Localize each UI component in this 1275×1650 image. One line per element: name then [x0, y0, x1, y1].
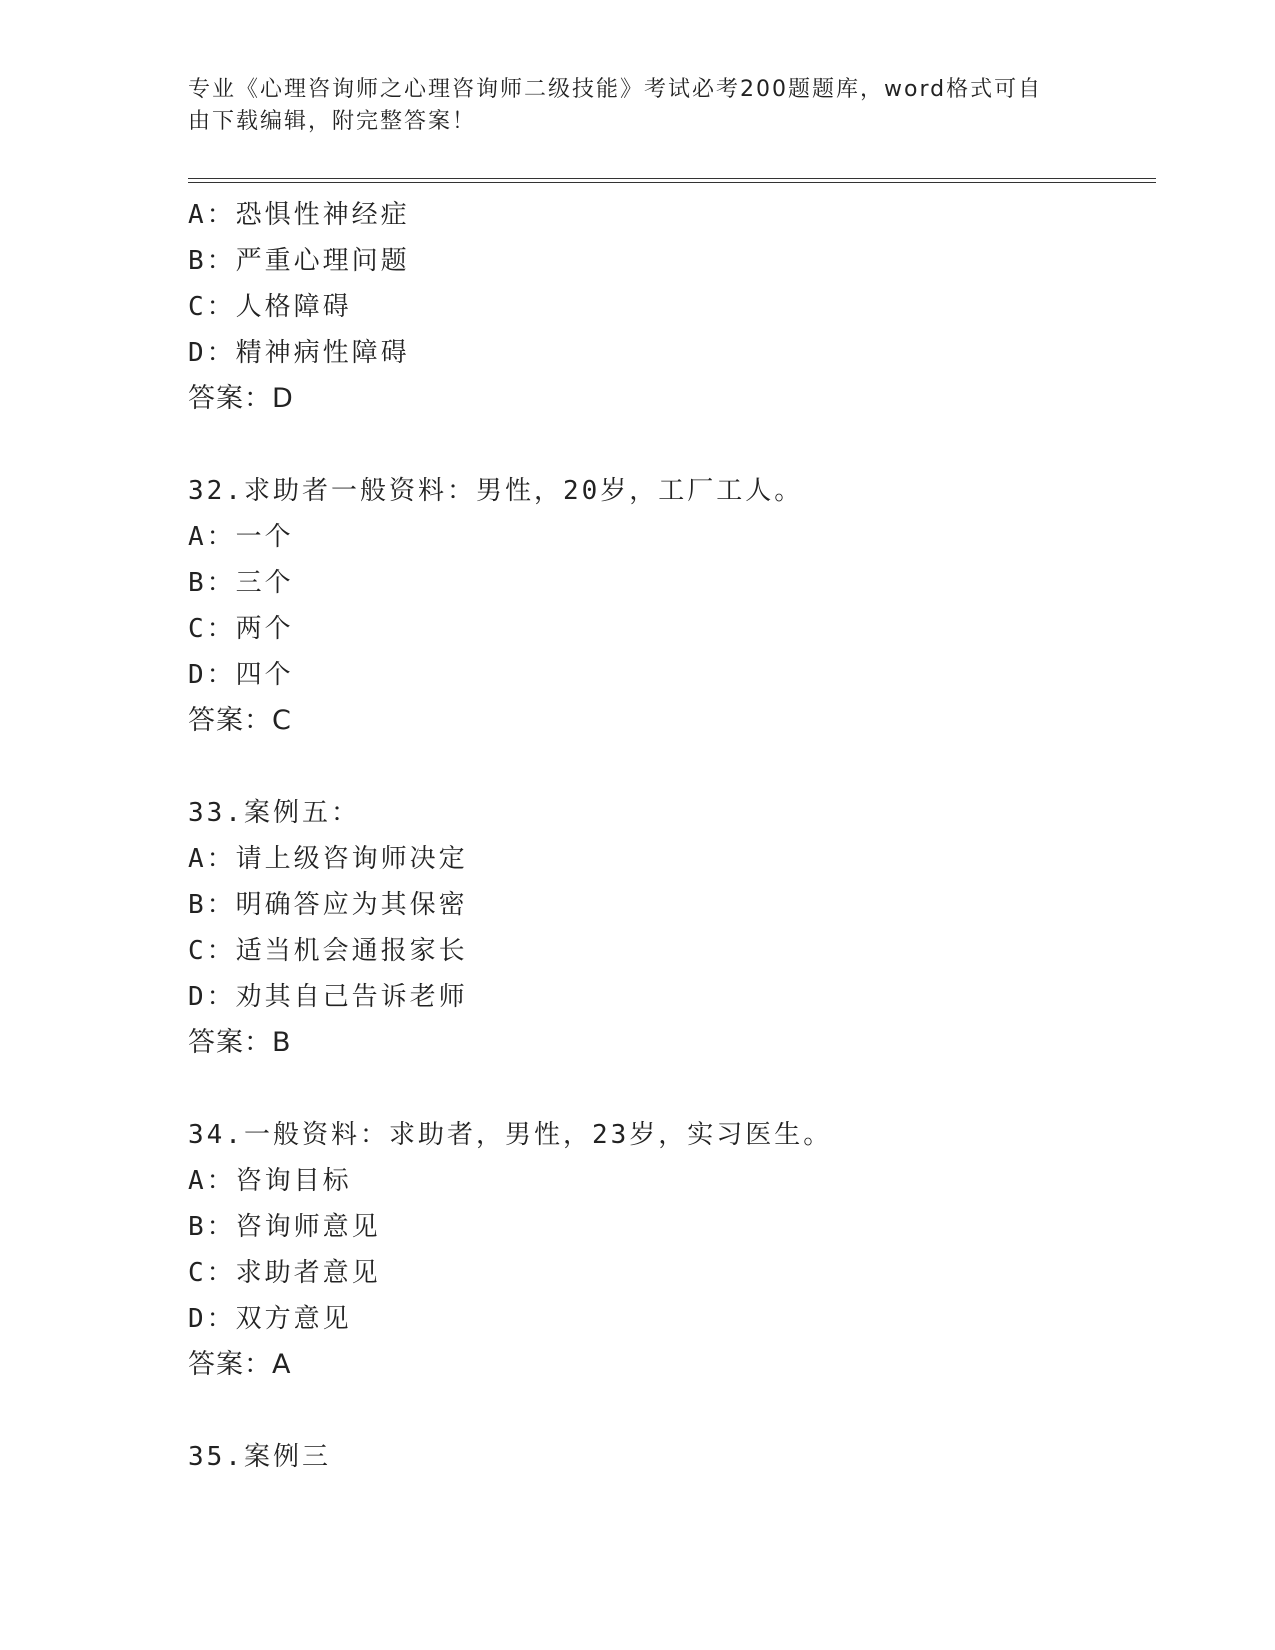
block-spacer — [188, 422, 1156, 468]
question-31-continued — [188, 192, 1156, 422]
option-d: D：劝其自己告诉老师 — [188, 982, 468, 1012]
question-list — [188, 192, 1156, 1480]
block-spacer — [188, 1388, 1156, 1434]
question-text: 32.求助者一般资料：男性，20岁，工厂工人。 — [188, 476, 804, 506]
question-text: 35.案例三 — [188, 1442, 331, 1472]
option-c: C：求助者意见 — [188, 1258, 381, 1288]
option-b: B：明确答应为其保密 — [188, 890, 468, 920]
option-c: C：人格障碍 — [188, 292, 352, 322]
header-divider-top — [188, 178, 1156, 179]
question-text: 34.一般资料：求助者，男性，23岁，实习医生。 — [188, 1120, 833, 1150]
option-d: D：四个 — [188, 660, 294, 690]
option-d: D：精神病性障碍 — [188, 338, 410, 368]
option-a: A：请上级咨询师决定 — [188, 844, 468, 874]
question-33 — [188, 790, 1156, 1066]
question-35 — [188, 1434, 1156, 1480]
option-d: D：双方意见 — [188, 1304, 352, 1334]
option-a: A：恐惧性神经症 — [188, 200, 410, 230]
option-a: A：一个 — [188, 522, 294, 552]
block-spacer — [188, 1066, 1156, 1112]
question-32 — [188, 468, 1156, 744]
answer-line: 答案：A — [188, 1349, 292, 1380]
option-c: C：适当机会通报家长 — [188, 936, 468, 966]
header-divider-bottom — [188, 182, 1156, 183]
option-c: C：两个 — [188, 614, 294, 644]
answer-line: 答案：C — [188, 705, 292, 736]
question-34 — [188, 1112, 1156, 1388]
answer-line: 答案：B — [188, 1027, 292, 1058]
header-line-2: 由下载编辑，附完整答案！ — [188, 109, 477, 134]
header-line-1: 专业《心理咨询师之心理咨询师二级技能》考试必考200题题库，word格式可自 — [188, 77, 1043, 102]
answer-line: 答案：D — [188, 383, 294, 414]
document-header — [188, 74, 1068, 138]
option-b: B：严重心理问题 — [188, 246, 410, 276]
option-b: B：咨询师意见 — [188, 1212, 381, 1242]
question-text: 33.案例五： — [188, 798, 360, 828]
block-spacer — [188, 744, 1156, 790]
option-a: A：咨询目标 — [188, 1166, 352, 1196]
option-b: B：三个 — [188, 568, 294, 598]
